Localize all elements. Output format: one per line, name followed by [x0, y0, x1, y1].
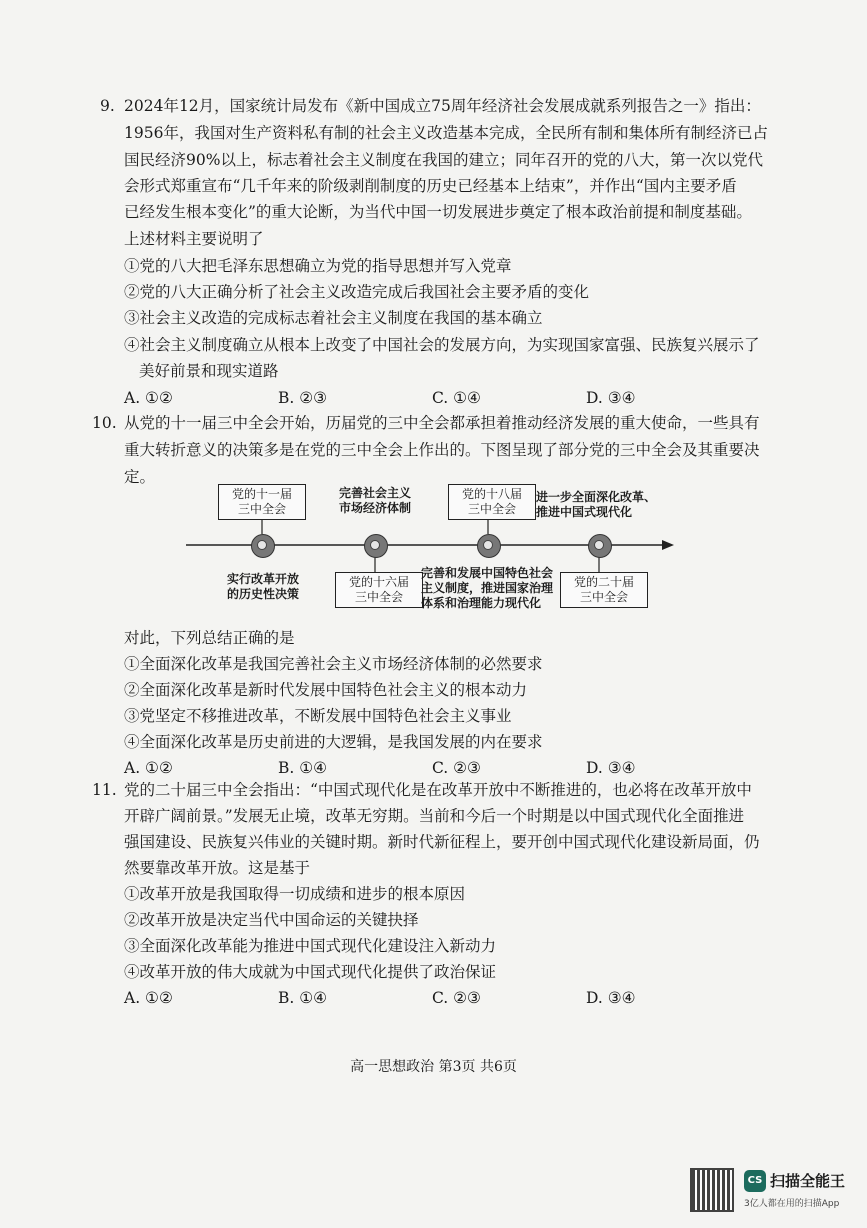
statement: ①党的八大把毛泽东思想确立为党的指导思想并写入党章 [124, 257, 512, 275]
label-text: 完善社会主义 [338, 486, 411, 500]
timeline-node [477, 534, 501, 558]
question-text-line: 上述材料主要说明了 [124, 230, 264, 248]
decision-label [218, 572, 308, 602]
box-text: 三中全会 [237, 502, 286, 516]
box-text: 三中全会 [579, 590, 628, 604]
question-text-line: 重大转折意义的决策多是在党的三中全会上作出的。下图呈现了部分党的三中全会及其重要决 [124, 441, 760, 459]
plenum-box-16th [335, 572, 423, 608]
box-text: 党的十六届 [348, 575, 409, 589]
option-d: D. ③④ [586, 389, 636, 407]
option-d: D. ③④ [586, 989, 636, 1007]
question-text-line: 党的二十届三中全会指出：“中国式现代化是在改革开放中不断推进的，也必将在改革开放中 [124, 781, 752, 799]
option-a: A. ①② [124, 989, 173, 1007]
question-text-line: 2024年12月，国家统计局发布《新中国成立75周年经济社会发展成就系列报告之一》指出： [124, 97, 761, 115]
timeline-node [251, 534, 275, 558]
statement: ③党坚定不移推进改革，不断发展中国特色社会主义事业 [124, 707, 512, 725]
label-text: 推进中国式现代化 [536, 505, 633, 519]
brand-tagline: 3亿人都在用的扫描App [744, 1199, 840, 1209]
option-a: A. ①② [124, 389, 173, 407]
option-a: A. ①② [124, 759, 173, 777]
question-text-line: 已经发生根本变化”的重大论断，为当代中国一切发展进步奠定了根本政治前提和制度基础。 [124, 203, 752, 221]
label-text: 的历史性决策 [226, 587, 299, 601]
statement: ②全面深化改革是新时代发展中国特色社会主义的根本动力 [124, 681, 528, 699]
statement: ①全面深化改革是我国完善社会主义市场经济体制的必然要求 [124, 655, 543, 673]
timeline-diagram [0, 470, 867, 620]
timeline-node [364, 534, 388, 558]
box-text: 党的十八届 [461, 487, 522, 501]
statement: ①改革开放是我国取得一切成绩和进步的根本原因 [124, 885, 466, 903]
decision-label [330, 486, 420, 516]
question-text-line: 定。 [124, 468, 156, 486]
decision-label [421, 566, 561, 611]
qr-code-icon [690, 1168, 734, 1212]
option-b: B. ②③ [278, 389, 328, 407]
statement: ③全面深化改革能为推进中国式现代化建设注入新动力 [124, 937, 497, 955]
box-text: 三中全会 [467, 502, 516, 516]
plenum-box-11th [218, 484, 306, 520]
option-b: B. ①④ [278, 989, 328, 1007]
timeline-node [588, 534, 612, 558]
label-text: 市场经济体制 [338, 501, 411, 515]
question-number: 9. [100, 97, 115, 115]
label-text: 实行改革开放 [226, 572, 299, 586]
question-text-line: 1956年，我国对生产资料私有制的社会主义改造基本完成，全民所有制和集体所有制经济已占 [124, 124, 768, 142]
question-text-line: 国民经济90%以上，标志着社会主义制度在我国的建立；同年召开的党的八大，第一次以党代 [124, 151, 763, 169]
question-text-line: 会形式郑重宣布“几千年来的阶级剥削制度的历史已经基本上结束”，并作出“国内主要矛盾 [124, 177, 737, 195]
question-text-line: 开辟广阔前景。”发展无止境，改革无穷期。当前和今后一个时期是以中国式现代化全面推进 [124, 807, 745, 825]
question-text-line: 然要靠改革开放。这是基于 [124, 859, 311, 877]
page-footer: 高一思想政治 第3页 共6页 [350, 1059, 517, 1075]
label-text: 体系和治理能力现代化 [421, 596, 542, 610]
question-prompt: 对此，下列总结正确的是 [124, 629, 295, 647]
option-c: C. ①④ [432, 389, 481, 407]
statement: ②改革开放是决定当代中国命运的关键抉择 [124, 911, 419, 929]
question-text-line: 从党的十一届三中全会开始，历届党的三中全会都承担着推动经济发展的重大使命，一些具有 [124, 414, 760, 432]
option-b: B. ①④ [278, 759, 328, 777]
statement: ④社会主义制度确立从根本上改变了中国社会的发展方向，为实现国家富强、民族复兴展示了 [124, 336, 760, 354]
box-text: 党的十一届 [231, 487, 292, 501]
label-text: 完善和发展中国特色社会 [421, 566, 554, 580]
label-text: 进一步全面深化改革、 [536, 490, 657, 504]
camscanner-logo-icon: CS [744, 1170, 766, 1192]
plenum-box-18th [448, 484, 536, 520]
statement: ③社会主义改造的完成标志着社会主义制度在我国的基本确立 [124, 309, 543, 327]
question-text-line: 强国建设、民族复兴伟业的关键时期。新时代新征程上，要开创中国式现代化建设新局面，仍 [124, 833, 760, 851]
statement: 美好前景和现实道路 [139, 362, 279, 380]
brand-name: 扫描全能王 [770, 1172, 846, 1190]
question-number: 11. [92, 781, 117, 799]
decision-label [536, 490, 681, 520]
statement: ④全面深化改革是历史前进的大逻辑，是我国发展的内在要求 [124, 733, 543, 751]
scanner-watermark [690, 1168, 865, 1224]
option-c: C. ②③ [432, 989, 481, 1007]
statement: ②党的八大正确分析了社会主义改造完成后我国社会主要矛盾的变化 [124, 283, 590, 301]
question-number: 10. [92, 414, 117, 432]
plenum-box-20th [560, 572, 648, 608]
option-d: D. ③④ [586, 759, 636, 777]
box-text: 三中全会 [354, 590, 403, 604]
statement: ④改革开放的伟大成就为中国式现代化提供了政治保证 [124, 963, 497, 981]
label-text: 主义制度，推进国家治理 [421, 581, 554, 595]
option-c: C. ②③ [432, 759, 481, 777]
box-text: 党的二十届 [573, 575, 634, 589]
